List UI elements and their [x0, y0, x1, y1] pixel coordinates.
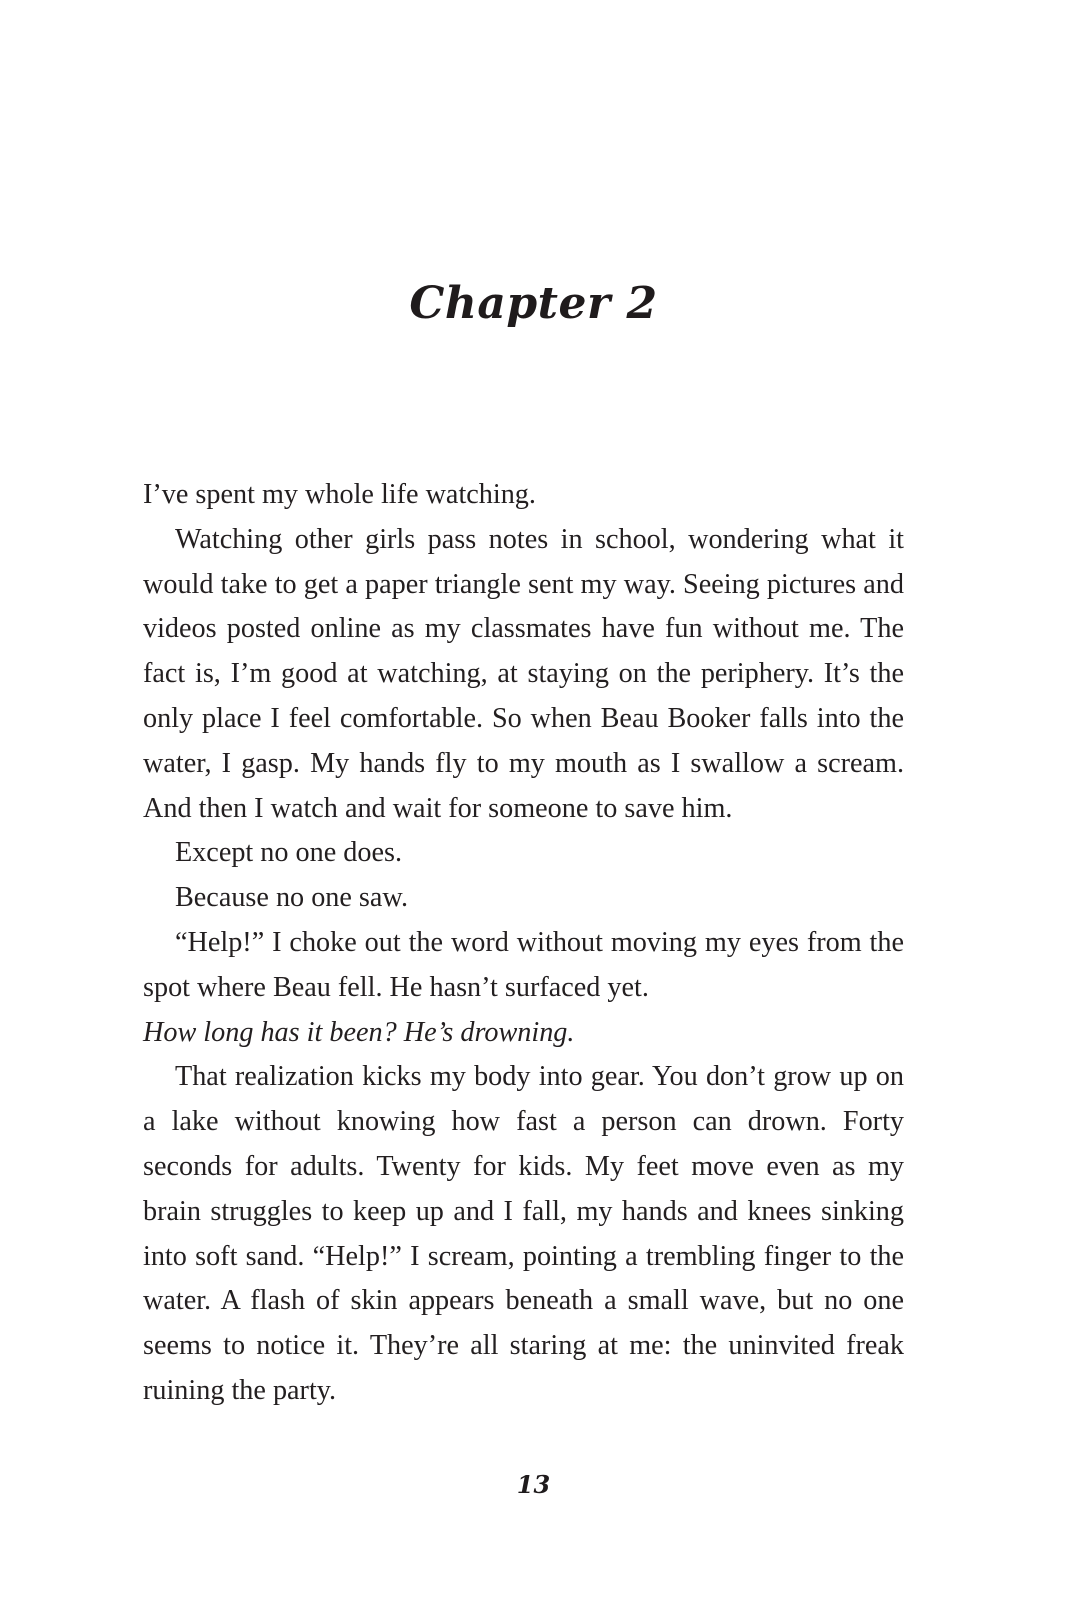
paragraph-thought: How long has it been? He’s drowning. [143, 1016, 575, 1048]
paragraph-help: “Help!” I choke out the word without moving my eyes from the spot where Beau fell. He hasn’t surfaced yet. [143, 926, 904, 1003]
paragraph-opening: I’ve spent my whole life watching. [143, 479, 536, 510]
chapter-body [143, 473, 904, 1414]
paragraph-because: Because no one saw. [175, 882, 408, 914]
page-number: 13 [516, 1470, 551, 1499]
chapter-title: Chapter 2 [409, 278, 658, 329]
paragraph-realization: That realization kicks my body into gear. You don’t grow up on a lake without knowing how fast a person can drown. Forty seconds for adults. Twenty for kids. My feet move even as my brain struggles to keep up and I fall, my hands and knees sinking into soft sand. “Help!” I scream, pointing a trembling finger to the water. A flash of skin appears beneath a small wave, but no one seems to notice it. They’re all staring at me: the uninvited freak ruining the party. [143, 1061, 904, 1406]
paragraph-except: Except no one does. [175, 837, 403, 869]
paragraph-watching: Watching other girls pass notes in school, wondering what it would take to get a paper triangle sent my way. Seeing pictures and videos posted online as my classmates have fun without me. The fact is, I’m good at watching, at staying on the periphery. It’s the only place I feel comfortable. So when Beau Booker falls into the water, I gasp. My hands fly to my mouth as I swallow a scream. And then I watch and wait for someone to save him. [143, 523, 904, 824]
